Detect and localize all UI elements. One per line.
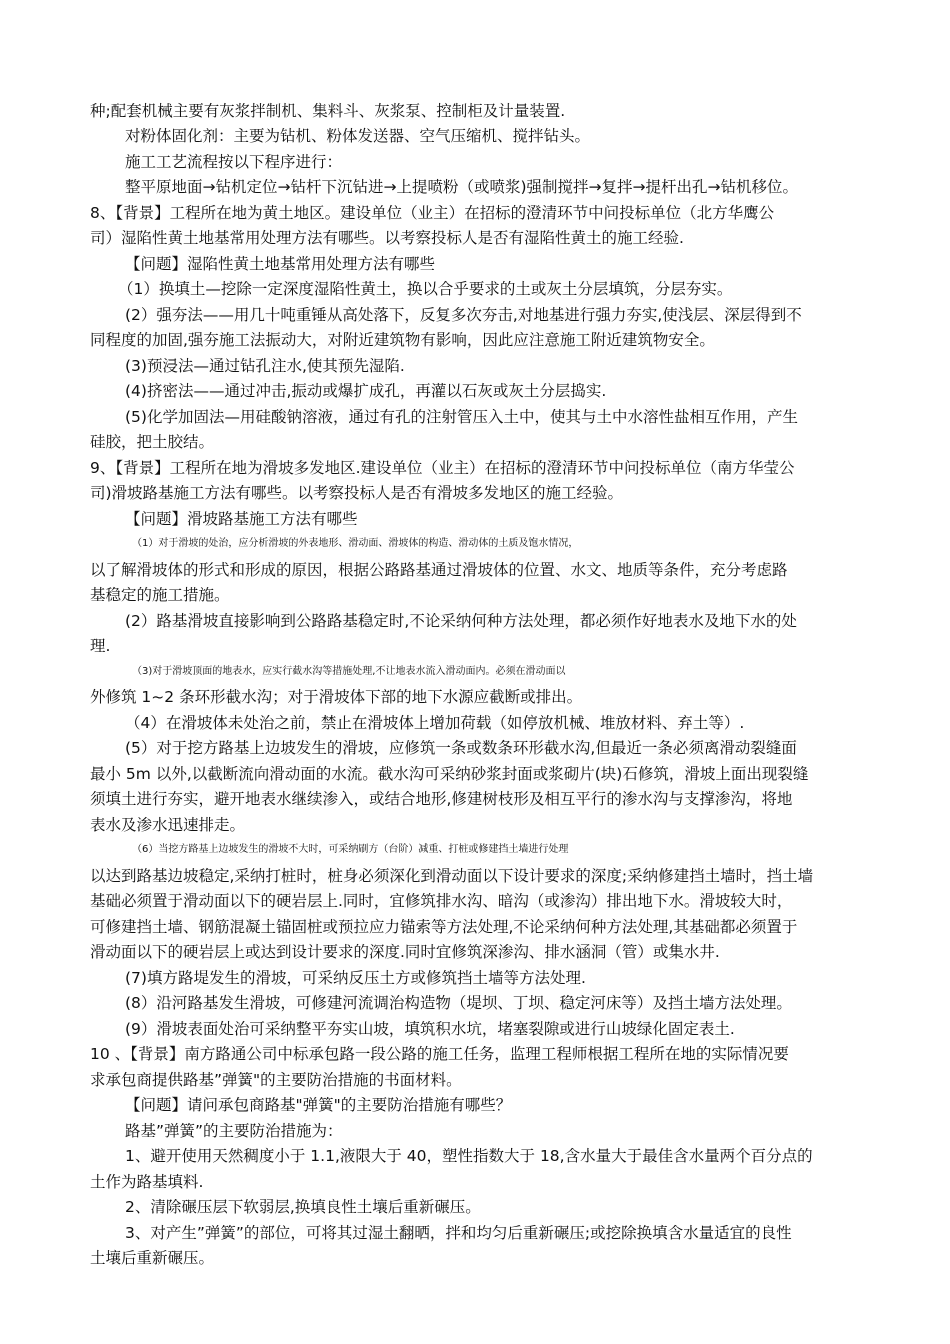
text-line: 司)滑坡路基施工方法有哪些。以考察投标人是否有滑坡多发地区的施工经验。 (90, 484, 624, 502)
text-line: 2、清除碾压层下软弱层,换填良性土壤后重新碾压。 (125, 1198, 481, 1216)
text-line: 滑动面以下的硬岩层上或达到设计要求的深度.同时宜修筑深渗沟、排水涵洞（管）或集水井. (90, 943, 720, 961)
text-line: （4）在滑坡体未处治之前，禁止在滑坡体上增加荷载（如停放机械、堆放材料、弃土等）. (125, 714, 745, 732)
text-line: 土壤后重新碾压。 (90, 1249, 215, 1267)
section-heading: 8、【背景】工程所在地为黄土地区。建设单位（业主）在招标的澄清环节中问投标单位（北方华鹰公 (90, 204, 775, 222)
question-heading: 【问题】湿陷性黄土地基常用处理方法有哪些 (125, 255, 436, 273)
text-line: 施工工艺流程按以下程序进行： (125, 153, 343, 171)
text-line: 整平原地面→钻机定位→钻杆下沉钻进→上提喷粉（或喷浆)强制搅拌→复拌→提杆出孔→钻机移位。 (125, 178, 798, 196)
text-line: 外修筑 1~2 条环形截水沟；对于滑坡体下部的地下水源应截断或排出。 (90, 688, 583, 706)
text-line: 基础必须置于滑动面以下的硬岩层上.同时，宜修筑排水沟、暗沟（或渗沟）排出地下水。滑坡较大时， (90, 892, 793, 910)
text-line: 须填土进行夯实，避开地表水继续渗入，或结合地形,修建树枝形及相互平行的渗水沟与支撑渗沟，将地 (90, 790, 793, 808)
text-line: 1、避开使用天然稠度小于 1.1,液限大于 40，塑性指数大于 18,含水量大于最佳含水量两个百分点的 (125, 1147, 813, 1165)
text-line: 对粉体固化剂：主要为钻机、粉体发送器、空气压缩机、搅拌钻头。 (125, 127, 591, 145)
text-line: 路基”弹簧”的主要防治措施为： (125, 1122, 343, 1140)
text-line: (9）滑坡表面处治可采纳整平夯实山坡，填筑积水坑，堵塞裂隙或进行山坡绿化固定表土. (125, 1020, 735, 1038)
text-line: （6）当挖方路基上边坡发生的滑坡不大时，可采纳刷方（台阶）减重、打桩或修建挡土墙进行处理 (132, 844, 569, 855)
text-line: 司）湿陷性黄土地基常用处理方法有哪些。以考察投标人是否有湿陷性黄土的施工经验. (90, 229, 684, 247)
text-line: 以达到路基边坡稳定,采纳打桩时，桩身必须深化到滑动面以下设计要求的深度;采纳修建挡土墙时，挡土墙 (90, 867, 814, 885)
text-line: 可修建挡土墙、钢筋混凝土锚固桩或预拉应力锚索等方法处理,不论采纳何种方法处理,其基础都必须置于 (90, 918, 798, 936)
section-heading: 10 、【背景】南方路通公司中标承包路一段公路的施工任务，监理工程师根据工程所在地的实际情况要 (90, 1045, 789, 1063)
text-line: 硅胶，把土胶结。 (90, 433, 215, 451)
text-line: (5)化学加固法—用硅酸钠溶液，通过有孔的注射管压入土中，使其与土中水溶性盐相互作用，产生 (125, 408, 798, 426)
question-heading: 【问题】滑坡路基施工方法有哪些 (125, 510, 358, 528)
text-line: 理. (90, 637, 111, 655)
text-line: （1）对于滑坡的处治，应分析滑坡的外表地形、滑动面、滑坡体的构造、滑动体的土质及饱水情况， (132, 538, 579, 549)
text-line: 同程度的加固,强夯施工法振动大，对附近建筑物有影响，因此应注意施工附近建筑物安全。 (90, 331, 715, 349)
text-line: 基稳定的施工措施。 (90, 586, 230, 604)
text-line: 3、对产生”弹簧”的部位，可将其过湿土翻晒，拌和均匀后重新碾压;或挖除换填含水量适宜的良性 (125, 1224, 792, 1242)
text-line: (3)预浸法—通过钻孔注水,使其预先湿陷. (125, 357, 405, 375)
text-line: (2）强夯法——用几十吨重锤从高处落下，反复多次夯击,对地基进行强力夯实,使浅层、深层得到不 (125, 306, 802, 324)
text-line: （3)对于滑坡顶面的地表水，应实行截水沟等措施处理,不让地表水流入滑动面内。必须在滑动面以 (132, 666, 566, 677)
text-line: (2）路基滑坡直接影响到公路路基稳定时,不论采纳何种方法处理，都必须作好地表水及地下水的处 (125, 612, 797, 630)
question-heading: 【问题】请问承包商路基"弹簧"的主要防治措施有哪些？ (125, 1096, 512, 1114)
text-line: 表水及渗水迅速排走。 (90, 816, 246, 834)
section-heading: 9、【背景】工程所在地为滑坡多发地区.建设单位（业主）在招标的澄清环节中问投标单位（南方华莹公 (90, 459, 795, 477)
text-line: (4)挤密法——通过冲击,振动或爆扩成孔，再灌以石灰或灰土分层捣实. (125, 382, 607, 400)
text-line: (7)填方路堤发生的滑坡，可采纳反压土方或修筑挡土墙等方法处理. (125, 969, 586, 987)
text-line: 土作为路基填料. (90, 1173, 204, 1191)
text-line: 最小 5m 以外,以截断流向滑动面的水流。截水沟可采纳砂浆封面或浆砌片(块)石修筑，滑坡上面出现裂缝 (90, 765, 809, 783)
text-line: 求承包商提供路基”弹簧"的主要防治措施的书面材料。 (90, 1071, 462, 1089)
text-line: (5）对于挖方路基上边坡发生的滑坡，应修筑一条或数条环形截水沟,但最近一条必须离滑动裂缝面 (125, 739, 797, 757)
text-line: 种;配套机械主要有灰浆拌制机、集料斗、灰浆泵、控制柜及计量装置. (90, 102, 566, 120)
text-line: （1）换填土—挖除一定深度湿陷性黄土，换以合乎要求的土或灰土分层填筑，分层夯实。 (118, 280, 733, 298)
text-line: 以了解滑坡体的形式和形成的原因，根据公路路基通过滑坡体的位置、水文、地质等条件，充分考虑路 (90, 561, 788, 579)
text-line: (8）沿河路基发生滑坡，可修建河流调治构造物（堤坝、丁坝、稳定河床等）及挡土墙方法处理。 (125, 994, 792, 1012)
